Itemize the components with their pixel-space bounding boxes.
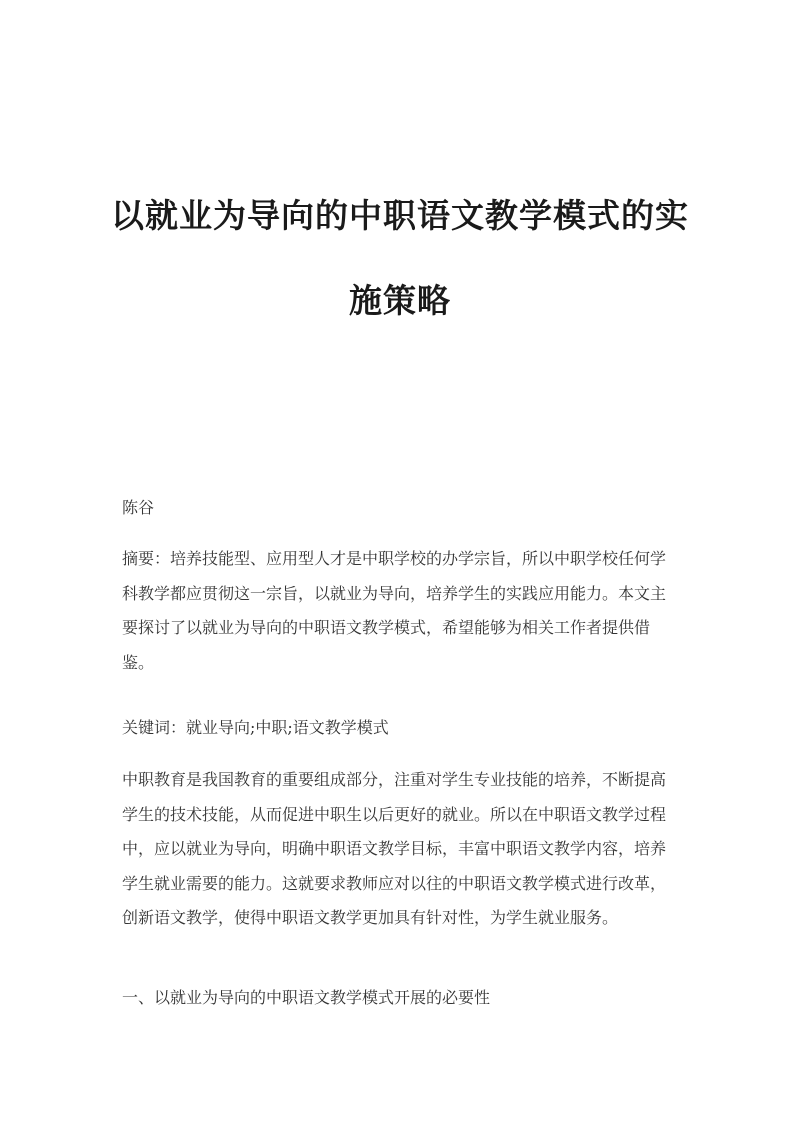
document-title-line-2: 施策略 — [349, 281, 451, 320]
intro-line: 学生就业需要的能力。这就要求教师应对以往的中职语文教学模式进行改革， — [122, 873, 667, 893]
document-title-line-1: 以就业为导向的中职语文教学模式的实 — [111, 196, 689, 235]
abstract-line: 科教学都应贯彻这一宗旨，以就业为导向，培养学生的实践应用能力。本文主 — [122, 583, 667, 603]
intro-line: 创新语文教学，使得中职语文教学更加具有针对性，为学生就业服务。 — [122, 908, 619, 927]
abstract-paragraph — [122, 542, 682, 680]
intro-line: 学生的技术技能，从而促进中职生以后更好的就业。所以在中职语文教学过程 — [122, 804, 667, 824]
section-heading: 一、以就业为导向的中职语文教学模式开展的必要性 — [122, 988, 491, 1007]
intro-line: 中职教育是我国教育的重要组成部分，注重对学生专业技能的培养，不断提高 — [122, 770, 667, 789]
abstract-line: 要探讨了以就业为导向的中职语文教学模式，希望能够为相关工作者提供借 — [122, 618, 651, 637]
author-name: 陈谷 — [122, 498, 155, 517]
intro-paragraph — [122, 763, 682, 936]
keywords-line: 关键词：就业导向;中职;语文教学模式 — [122, 718, 389, 737]
intro-line: 中，应以就业为导向，明确中职语文教学目标，丰富中职语文教学内容，培养 — [122, 839, 667, 858]
abstract-line: 摘要：培养技能型、应用型人才是中职学校的办学宗旨，所以中职学校任何学 — [122, 549, 667, 568]
abstract-line: 鉴。 — [122, 652, 155, 672]
